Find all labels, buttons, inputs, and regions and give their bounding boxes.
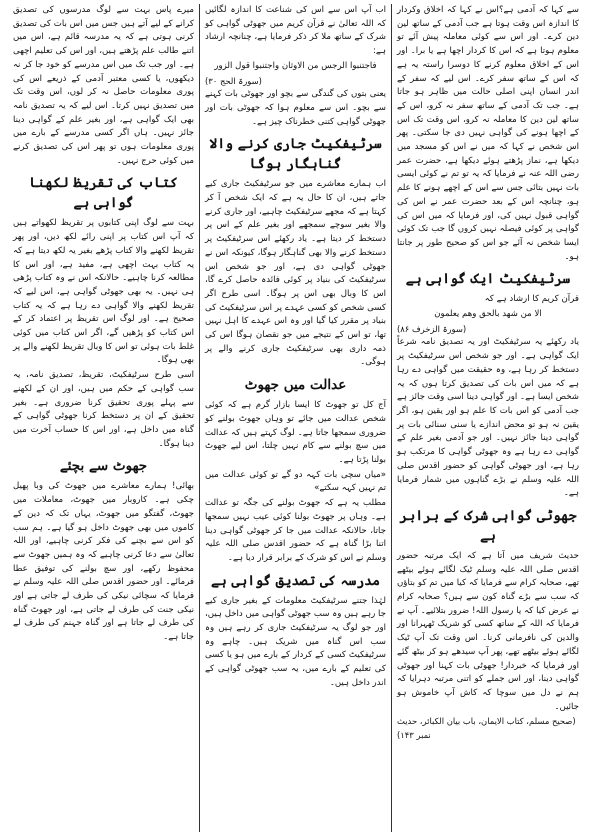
- reference-citation: (سورۃ الزخرف ۸۶): [397, 323, 467, 334]
- text-column-left: [8, 4, 200, 832]
- reference-citation: (سورۃ الحج ۳۰): [205, 75, 262, 86]
- section-heading: عدالت میں جھوٹ: [244, 377, 347, 394]
- paragraph: یعنی بتوں کی گندگی سے بچو اور جھوٹی بات کہنے سے بچو۔ اس سے معلوم ہوا کہ جھوٹی بات اور جھوٹی گواہی کتنی خطرناک چیز ہے۔: [205, 89, 386, 127]
- text-column-right: [392, 4, 584, 832]
- section-heading: جھوٹی گواہی شرک کے برابر ہے: [399, 507, 577, 544]
- paragraph: «میاں سچی بات کہہ دو گے تو کوئی عدالت میں تم نہیں کہہ سکتے»: [205, 469, 386, 494]
- paragraph: حدیث شریف میں آتا ہے کہ ایک مرتبہ حضور اقدس صلی اللہ علیہ وسلم ٹیک لگائے ہوئے بیٹھے تھے، صحابہ کرام سے فرمایا کہ کیا میں تم کو بتاؤں کہ سب سے بڑے گناہ کون سے ہیں؟ صحابہ کرام نے عرض کیا کہ یا رسول اللہ! ضرور بتلائیے۔ آپ نے فرمایا کہ اللہ کے ساتھ کسی کو شریک ٹھہرانا اور والدین کی نافرمانی کرنا۔ اس وقت تک آپ ٹیک لگائے ہوئے بیٹھے تھے، پھر آپ سیدھے ہو کر بیٹھ گئے اور فرمایا کہ خبردار! جھوٹی بات کہنا اور جھوٹی گواہی دینا، اور اس جملے کو اتنی مرتبہ دہرایا کہ ہم نے دل میں سوچا کہ کاش آپ خاموش ہو جائیں۔: [397, 550, 579, 712]
- section-heading: کتاب کی تقریظ لکھنا گواہی ہے: [29, 175, 178, 212]
- quran-verse: الا من شهد بالحق وهم يعلمون: [434, 309, 542, 320]
- paragraph: اب ہمارے معاشرے میں جو سرٹیفکیٹ جاری کیے جاتے ہیں، ان کا حال یہ ہے کہ ایک شخص آ کر کہتا ہے کہ مجھے سرٹیفکیٹ چاہیے، اور جاری کرنے والا بغیر سوچے سمجھے اور بغیر علم کے اس پر دستخط کر دیتا ہے۔ یاد رکھئے اس سرٹیفکیٹ پر دستخط کرنے والا بھی گناہگار ہوگا، کیونکہ اس نے جھوٹی گواہی دی ہے، اور جو شخص اس سرٹیفکیٹ کی بنیاد پر کوئی فائدہ حاصل کرے گا، اس کا وبال بھی اس پر ہوگا۔ اسی طرح اگر کسی شخص کو کسی عہدے پر اس سرٹیفکیٹ کی بنیاد پر مقرر کیا گیا اور وہ اس عہدے کا اہل نہیں تھا، تو اس کے نتیجے میں جو نقصان ہوگا اس کی ذمہ داری بھی سرٹیفکیٹ جاری کرنے والے پر ہوگی۔: [205, 179, 386, 368]
- paragraph: بہت سے لوگ اپنی کتابوں پر تقریظ لکھواتے ہیں کہ آپ اس کتاب پر اپنی رائے لکھ دیں، اور پھر تقریظ لکھنے والا کتاب پڑھے بغیر یہ لکھ دیتا ہے کہ یہ کتاب بہت اچھی ہے، مفید ہے، اور اس کا مطالعہ کرنا چاہیے۔ حالانکہ اس نے وہ کتاب پڑھی ہی نہیں۔ یہ بھی جھوٹی گواہی ہے، اس لیے کہ تقریظ لکھنے والا گواہی دے رہا ہے کہ یہ کتاب صحیح ہے۔ اور لوگ اس تقریظ پر اعتماد کر کے اس کتاب کو پڑھیں گے، اگر اس کتاب میں کوئی غلط بات ہوئی تو اس کا وبال تقریظ لکھنے والے پر بھی ہوگا۔: [13, 218, 194, 366]
- paragraph: لہٰذا جتنے سرٹیفکیٹ معلومات کے بغیر جاری کیے جا رہے ہیں وہ سب جھوٹی گواہی میں داخل ہیں، اور جو لوگ یہ سرٹیفکیٹ جاری کر رہے ہیں وہ سب اس گناہ میں شریک ہیں۔ چاہے وہ سرٹیفکیٹ کسی کے کردار کے بارے میں ہو یا کسی کی تعلیم کے بارے میں، یہ سب جھوٹی گواہی کے اندر داخل ہیں۔: [205, 595, 386, 688]
- paragraph: آج کل تو جھوٹ کا ایسا بازار گرم ہے کہ کوئی شخص عدالت میں جائے تو وہاں جھوٹ بولنے کو ضروری سمجھا جاتا ہے۔ لوگ کہتے ہیں کہ عدالت میں سچ بولنے سے کام نہیں چلتا، اس لیے جھوٹ بولنا پڑتا ہے۔: [205, 400, 386, 465]
- section-heading: مدرسہ کی تصدیق گواہی ہے: [210, 572, 381, 589]
- section-heading: جھوٹ سے بچئے: [59, 458, 148, 475]
- paragraph: سے کہا کہ آدمی ہے؟اس نے کہا کہ اخلاق وکردار کا اندازہ اس وقت ہوتا ہے جب آدمی کے ساتھ لین دین کرے۔ اور اس سے کوئی معاملہ پیش آئے تو معلوم ہوتا ہے کہ اس کا کردار اچھا ہے یا برا۔ اور اس کے اخلاق معلوم کرنے کا دوسرا راستہ یہ ہے کہ اس کے ساتھ سفر کرے۔ اس لیے کہ سفر کے اندر انسان اپنی اصلی حالت میں ظاہر ہو جاتا ہے۔ جب تک آدمی کے ساتھ سفر نہ کرو، اس کے ساتھ لین دین کا معاملہ نہ کرو، اس وقت تک اس کے اچھا ہونے کی گواہی نہیں دی جا سکتی۔ پھر اس شخص نے کہا کہ میں نے اس کو مسجد میں دیکھا ہے، نماز پڑھتے ہوئے دیکھا ہے، حضرت عمر رضی اللہ عنہ نے فرمایا کہ یہ تو تم نے کوئی ایسی بات نہیں بتائی جس سے اس کے اچھے ہونے کا علم ہو، چنانچہ اس کے بعد حضرت عمر نے اس کی گواہی قبول نہیں کی، اور فرمایا کہ میں اس کی گواہی پر کوئی فیصلہ نہیں کروں گا جب تک کوئی ایسا شخص نہ آئے جو اس کو صحیح طور پر جانتا ہو۔: [397, 5, 579, 262]
- paragraph: قرآن کریم کا ارشاد ہے کہ: [484, 294, 579, 305]
- paragraph: بھائی! ہمارے معاشرے میں جھوٹ کی وبا پھیل چکی ہے۔ کاروبار میں جھوٹ، معاملات میں جھوٹ، گفتگو میں جھوٹ، یہاں تک کہ دین کے کاموں میں بھی جھوٹ داخل ہو گیا ہے۔ ہم سب کو اس سے بچنے کی فکر کرنی چاہیے، اور اللہ تعالیٰ سے دعا کرنی چاہیے کہ وہ ہمیں جھوٹ سے محفوظ رکھے، اور سچ بولنے کی توفیق عطا فرمائے۔ اور حضور اقدس صلی اللہ علیہ وسلم نے فرمایا کہ سچائی نیکی کی طرف لے جاتی ہے اور نیکی جنت کی طرف لے جاتی ہے، اور جھوٹ گناہ کی طرف لے جاتا ہے اور گناہ جہنم کی طرف لے جاتا ہے۔: [13, 481, 194, 643]
- section-heading: سرٹیفکیٹ جاری کرنے والا گناہگار ہوگا: [209, 136, 382, 173]
- text-column-middle: [200, 4, 392, 832]
- paragraph: اب آپ اس سے اس کی شناعت کا اندازہ لگائیں کہ اللہ تعالیٰ نے قرآن کریم میں جھوٹی گواہی کو شرک کے ساتھ ملا کر ذکر فرمایا ہے، چنانچہ ارشاد ہے:: [205, 5, 386, 57]
- paragraph: مطلب یہ ہے کہ جھوٹ بولنے کی جگہ تو عدالت ہے۔ وہاں پر جھوٹ بولنا کوئی عیب نہیں سمجھا جاتا، حالانکہ عدالت میں جا کر جھوٹی گواہی دینا اتنا بڑا گناہ ہے کہ حضور اقدس صلی اللہ علیہ وسلم نے اس کو شرک کے برابر قرار دیا ہے۔: [205, 498, 386, 563]
- section-heading: سرٹیفکیٹ ایک گواہی ہے: [405, 271, 571, 288]
- paragraph: میرے پاس بہت سے لوگ مدرسوں کی تصدیق کرانے کے لیے آتے ہیں جس میں اس بات کی تصدیق کرنی ہوتی ہے کہ یہ مدرسہ قائم ہے، اس میں اتنے طالب علم پڑھتے ہیں، اور اس کی تعلیم اچھی ہے۔ اور جب تک میں اس مدرسے کو خود جا کر نہ دیکھوں، یا کسی معتبر آدمی کے ذریعے اس کی پوری معلومات حاصل نہ کر لوں، اس وقت تک میں تصدیق نہیں کرتا۔ اس لیے کہ یہ تصدیق نامہ بھی ایک گواہی ہے، اور بغیر علم کے گواہی دینا جائز نہیں۔ ہاں اگر کسی مدرسے کے بارے میں پوری معلومات ہوں تو پھر اس کی تصدیق کرنے میں کوئی حرج نہیں۔: [13, 5, 194, 166]
- paragraph: یاد رکھئے یہ سرٹیفکیٹ اور یہ تصدیق نامہ شرعاً ایک گواہی ہے۔ اور جو شخص اس سرٹیفکیٹ پر دستخط کر رہا ہے، وہ حقیقت میں گواہی دے رہا ہے کہ میں اس بات کی تصدیق کرتا ہوں کہ یہ شخص ایسا ہے۔ اور گواہی دینا اسی وقت جائز ہے جب آدمی کو اس بات کا علم ہو اور یقین ہو، اگر یقین نہ ہو تو محض اندازے یا سنی سنائی بات پر گواہی دینا جائز نہیں۔ اور جو آدمی بغیر علم کے گواہی دے رہا ہے وہ جھوٹی گواہی کا مرتکب ہو رہا ہے، اور جھوٹی گواہی کو حضور اقدس صلی اللہ علیہ وسلم نے بڑے گناہوں میں شمار فرمایا ہے۔: [397, 337, 579, 499]
- paragraph: اسی طرح سرٹیفکیٹ، تقریظ، تصدیق نامہ، یہ سب گواہی کے حکم میں ہیں، اور ان کے لکھنے سے پہلے پوری تحقیق کرنا ضروری ہے۔ بغیر تحقیق کے ان پر دستخط کرنا جھوٹی گواہی کے گناہ میں داخل ہے، اور اس کا حساب آخرت میں دینا ہوگا۔: [13, 370, 194, 449]
- reference-citation: (صحیح مسلم، کتاب الایمان، باب بیان الکبائر، حدیث نمبر ۱۴۳): [397, 716, 576, 741]
- quran-verse: فاجتنبوا الرجس من الاوثان واجتنبوا قول الزور: [214, 60, 377, 71]
